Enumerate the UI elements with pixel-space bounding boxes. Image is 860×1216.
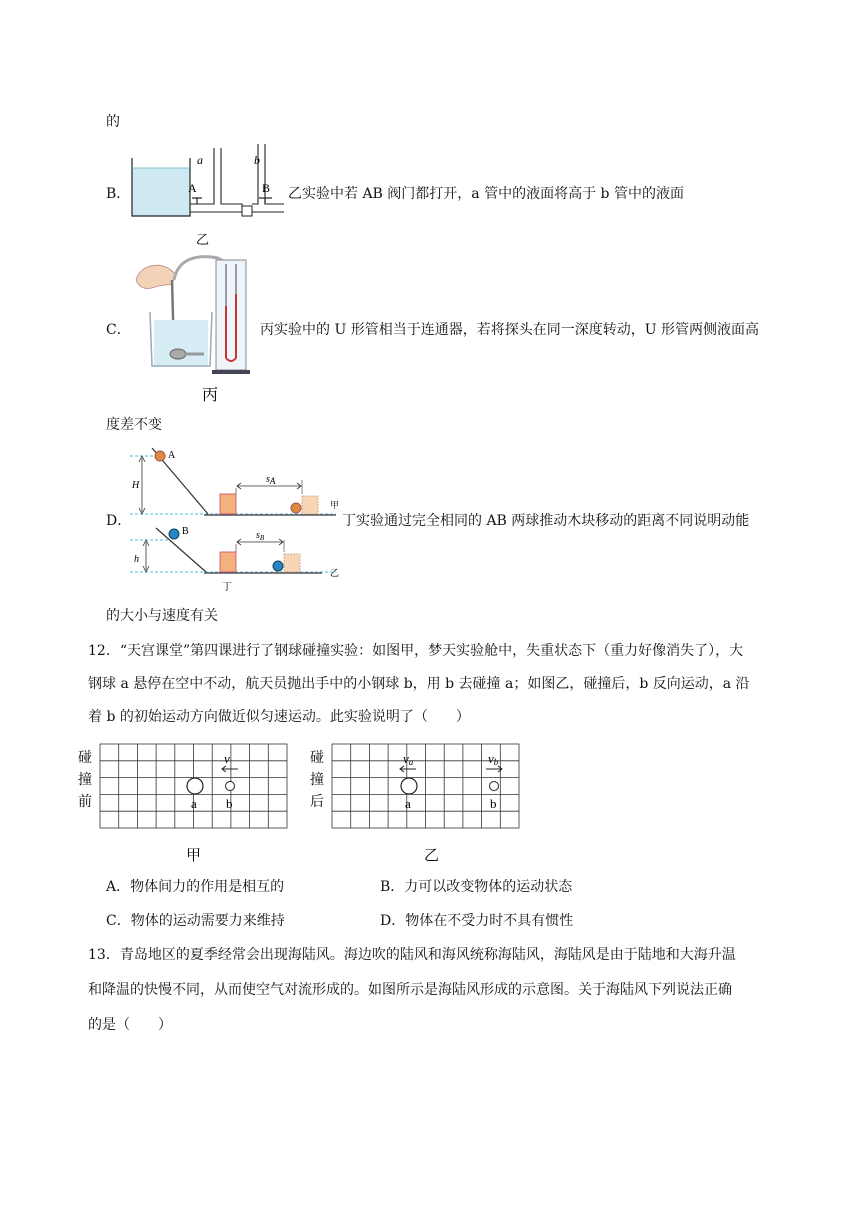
option-label: B． [380,879,405,895]
velocity-va-sub: a [408,757,414,767]
prev-question-tail: 的 [106,114,120,130]
kinetic-energy-figure [126,444,346,592]
container-water [132,168,190,216]
option-text: 物体在不受力时不具有惯性 [405,913,574,929]
option-text: 物体间力的作用是相互的 [130,879,285,895]
ball-a-after-label: a [405,796,411,811]
velocity-vb-label: v [488,751,494,766]
option-d-label: D． [106,513,132,529]
tube-a-label: a [197,153,203,167]
velocity-vb-sub: b [493,757,499,767]
height-h-upper-label: H [132,480,140,491]
ramp-bottom [156,528,206,572]
option-c-continuation: 度差不变 [106,417,162,433]
q12-option-d[interactable] [380,911,573,931]
ball-a-label: A [168,450,176,461]
ball-b-label: B [182,526,189,537]
option-label: C． [106,913,131,929]
q13-line-1: 13．青岛地区的夏季经常会出现海陆风。海边吹的陆风和海风统称海陆风，海陆风是由于陆地和大海升温 [88,947,736,963]
distance-sb-sub: B [259,534,265,542]
tube-b-label: b [254,153,260,167]
svg-text:sA [266,474,276,486]
ball-b-before-label: b [226,796,233,811]
ball-b-before [226,782,235,791]
figure-caption-bing: 丙 [202,387,219,404]
wood-block-top [220,494,236,514]
distance-sa-sub: A [269,476,276,486]
ball-a [155,451,165,461]
hand-icon [136,265,176,288]
svg-text:vb [488,751,499,767]
option-c-label: C． [106,322,131,338]
figure-caption-ding: 丁 [222,582,232,592]
u-tube-manometer [216,260,246,370]
valve-b-label: B [262,181,271,195]
ball-b [169,529,179,539]
q13-line-2: 和降温的快慢不同，从而使空气对流形成的。如图所示是海陆风形成的示意图。关于海陆风下列说法正确 [88,982,732,998]
q12-option-c[interactable] [106,911,285,931]
side-label-3: 后 [310,795,324,810]
connected-vessels-figure [124,140,286,248]
ball-a-after [401,778,417,794]
ball-a-before-label: a [191,796,197,811]
q12-option-b[interactable] [380,877,572,897]
option-d-text: 丁实验通过完全相同的 AB 两球推动木块移动的距离不同说明动能 [342,513,750,529]
collision-after-figure [308,740,524,866]
pressure-probe-figure [128,236,260,406]
figure-caption-jia: 甲 [186,848,202,864]
side-label-1: 碰 [310,751,324,766]
option-text: 物体的运动需要力来维持 [130,913,285,929]
label-yi: 乙 [330,568,340,578]
figure-caption-yi: 乙 [424,848,440,864]
distance-sb-label: s [256,530,260,541]
option-b-text: 乙实验中若 AB 阀门都打开，a 管中的液面将高于 b 管中的液面 [288,186,684,202]
option-text: 力可以改变物体的运动状态 [404,879,573,895]
q12-option-a[interactable] [106,877,284,897]
svg-text:va [403,751,414,767]
velocity-va-label: v [403,751,409,766]
ball-a-before [187,778,203,794]
q12-line-1: 12．“天宫课堂”第四课进行了钢球碰撞实验：如图甲，梦天实验舱中，失重状态下（重力好像消失了），大 [88,643,744,659]
option-d-continuation: 的大小与速度有关 [106,608,218,624]
valve-a-label: A [188,181,197,195]
side-label-3: 前 [78,795,92,810]
q12-line-2: 钢球 a 悬停在空中不动，航天员抛出手中的小钢球 b，用 b 去碰撞 a；如图乙，碰撞后，b 反向运动，a 沿 [88,676,750,692]
label-jia: 甲 [330,500,340,510]
collision-before-figure [76,740,292,866]
option-label: A． [106,879,131,895]
velocity-v-label: v [224,751,230,766]
option-b-label: B． [106,186,131,202]
svg-text:sB [256,530,265,542]
ball-b-after [490,782,499,791]
side-label-2: 撞 [78,773,92,788]
side-label-2: 撞 [310,773,324,788]
figure-caption-yi: 乙 [196,232,210,247]
side-label-1: 碰 [78,751,92,766]
option-label: D． [380,913,406,929]
ball-b-after-label: b [490,796,497,811]
q12-line-3: 着 b 的初始运动方向做近似匀速运动。此实验说明了（ ） [88,709,470,725]
wood-block-bottom [220,552,236,572]
height-h-lower-label: h [134,554,139,565]
option-c-text: 丙实验中的 U 形管相当于连通器，若将探头在同一深度转动，U 形管两侧液面高 [260,322,759,338]
distance-sa-label: s [266,474,270,485]
q13-line-3: 的是（ ） [88,1017,172,1033]
